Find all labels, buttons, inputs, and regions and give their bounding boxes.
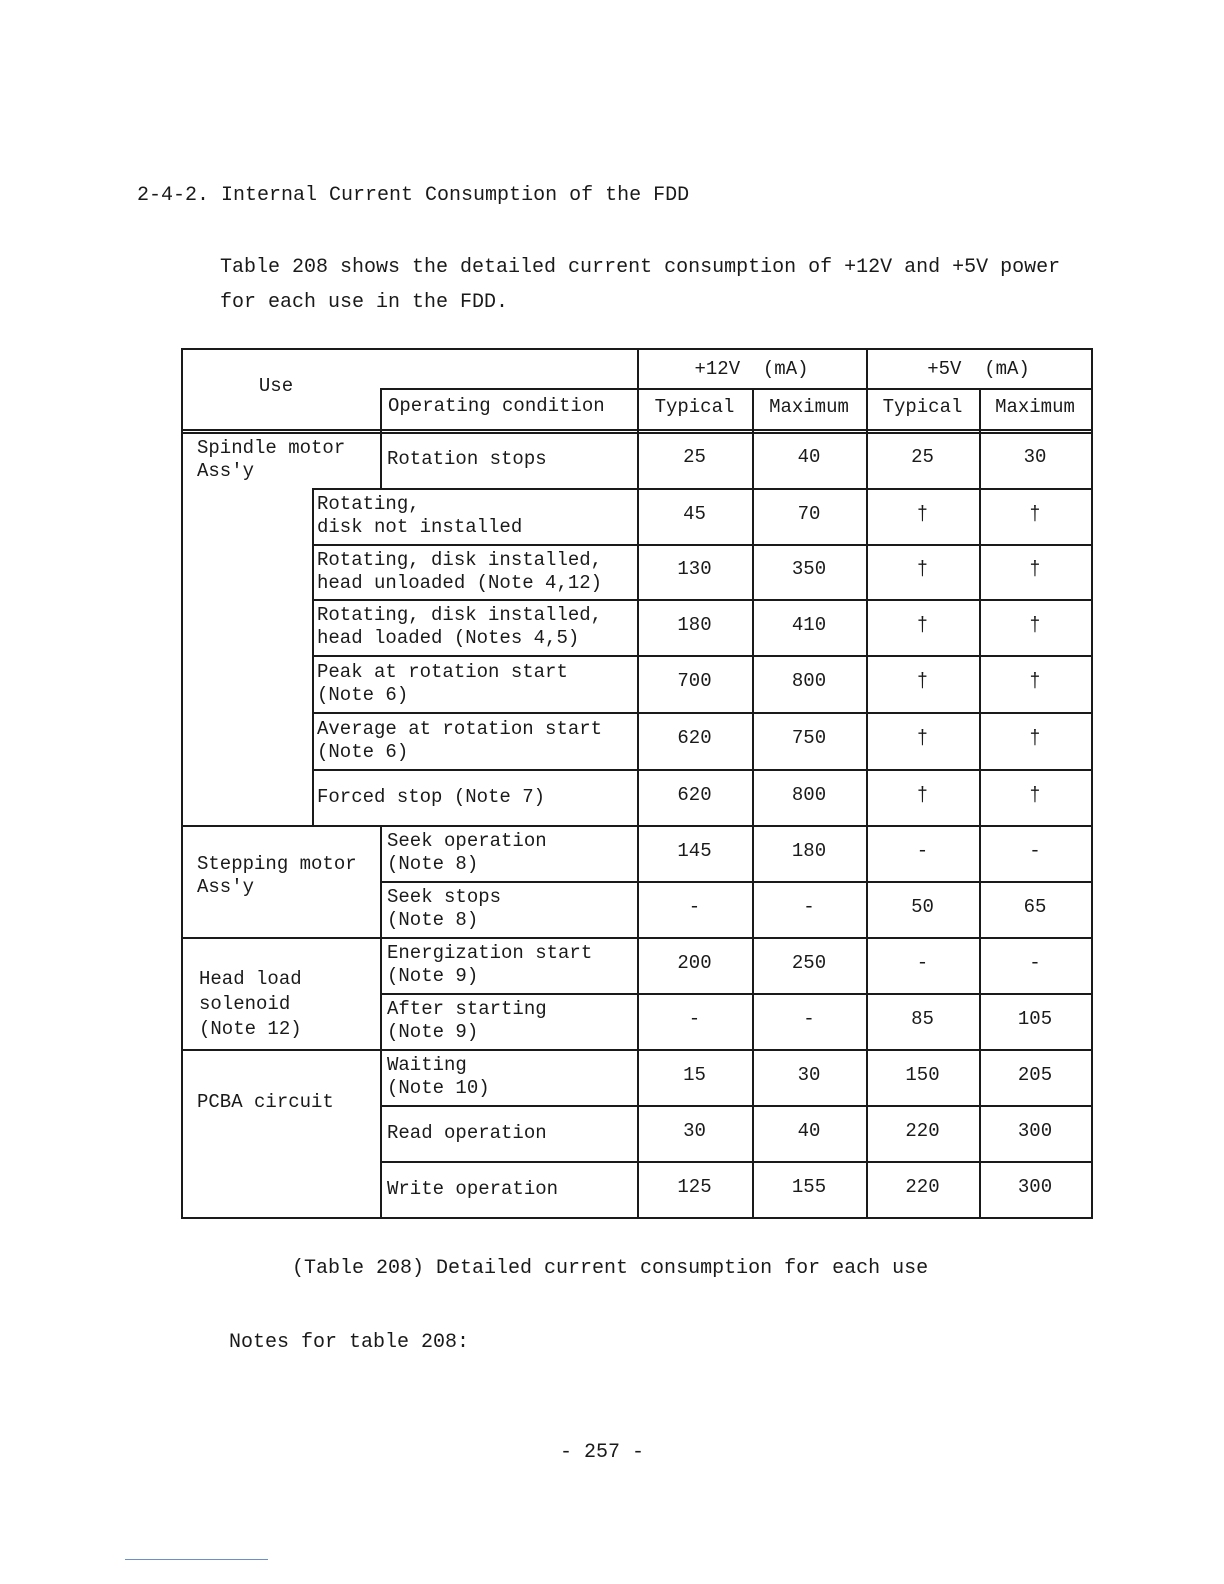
header-condition-left	[380, 388, 382, 430]
row-11-v12-typ: -	[688, 1007, 701, 1030]
footer-rule	[125, 1559, 268, 1560]
row-10-v5-typ: -	[916, 951, 929, 974]
row-rule-7	[181, 825, 1093, 827]
row-5-v12-typ: 700	[677, 670, 712, 692]
row-6-condition: Average at rotation start (Note 6)	[317, 717, 603, 763]
row-12-v5-max: 205	[1017, 1063, 1053, 1086]
intro-text-line-2: for each use in the FDD.	[220, 291, 509, 314]
header-12v-maximum: Maximum	[769, 396, 849, 418]
row-6-v5-max: †	[1029, 727, 1041, 749]
row-2-v12-typ: 45	[683, 502, 706, 525]
row-rule-11	[181, 1049, 1093, 1051]
row-8-v12-max: 180	[791, 839, 827, 862]
row-14-v5-typ: 220	[905, 1175, 940, 1198]
row-8-v12-typ: 145	[677, 839, 712, 862]
cond-left-spindle-first	[380, 430, 382, 488]
row-4-v12-max: 410	[791, 613, 827, 636]
row-4-v5-typ: †	[916, 613, 929, 636]
row-10-v5-max: -	[1029, 951, 1041, 974]
row-12-v12-typ: 15	[683, 1063, 706, 1086]
row-rule-9	[181, 937, 1093, 939]
row-1-v12-max: 40	[797, 445, 821, 468]
row-9-v12-max: -	[803, 895, 815, 918]
row-4-condition: Rotating, disk installed, head loaded (Notes 4,5)	[317, 604, 603, 649]
row-5-v5-max: †	[1029, 670, 1041, 692]
header-12v: +12V (mA)	[694, 358, 809, 380]
use-group-4: PCBA circuit	[197, 1091, 334, 1113]
page-number: - 257 -	[560, 1441, 645, 1464]
header-5v-typical: Typical	[882, 396, 963, 418]
notes-heading: Notes for table 208:	[229, 1331, 470, 1354]
row-13-v5-typ: 220	[905, 1119, 940, 1142]
row-9-condition: Seek stops (Note 8)	[387, 886, 502, 931]
row-2-v5-max: †	[1029, 502, 1041, 525]
row-rule-8	[380, 881, 1093, 883]
row-2-v5-typ: †	[916, 502, 929, 525]
row-rule-3	[312, 599, 1093, 601]
table-border-left	[181, 348, 183, 1219]
header-subdivider	[637, 388, 1091, 390]
row-13-v12-max: 40	[797, 1119, 821, 1142]
row-3-v12-typ: 130	[677, 558, 712, 580]
row-11-v5-max: 105	[1017, 1007, 1053, 1030]
row-2-v12-max: 70	[797, 502, 821, 525]
row-5-v5-typ: †	[916, 670, 929, 692]
row-8-condition: Seek operation (Note 8)	[387, 830, 547, 875]
row-1-v5-typ: 25	[911, 445, 934, 468]
header-12v-typical: Typical	[654, 396, 735, 418]
row-1-condition: Rotation stops	[387, 447, 547, 470]
row-8-v5-max: -	[1029, 839, 1041, 862]
row-3-v12-max: 350	[791, 558, 827, 580]
use-group-1: Spindle motor Ass'y	[197, 437, 346, 482]
row-1-v12-typ: 25	[683, 445, 706, 468]
row-10-v12-typ: 200	[677, 951, 712, 974]
row-rule-4	[312, 655, 1093, 657]
row-3-v5-max: †	[1029, 558, 1041, 580]
row-2-condition: Rotating, disk not installed	[317, 493, 523, 538]
row-14-v5-max: 300	[1017, 1175, 1053, 1198]
row-rule-13	[380, 1161, 1093, 1163]
table-caption: (Table 208) Detailed current consumption for each use	[292, 1257, 929, 1280]
row-rule-5	[312, 712, 1093, 714]
row-rule-2	[312, 544, 1093, 546]
row-rule-12	[380, 1105, 1093, 1107]
header-use: Use	[258, 375, 294, 397]
row-5-v12-max: 800	[791, 670, 827, 692]
row-11-v12-max: -	[803, 1007, 815, 1030]
section-title: 2-4-2. Internal Current Consumption of the FDD	[137, 184, 690, 207]
intro-text-line-1: Table 208 shows the detailed current consumption of +12V and +5V power	[220, 256, 1061, 279]
row-7-v5-max: †	[1029, 783, 1041, 806]
use-group-2: Stepping motor Ass'y	[197, 853, 357, 898]
header-operating-condition: Operating condition	[388, 395, 605, 417]
row-8-v5-typ: -	[916, 839, 929, 862]
header-5v: +5V (mA)	[927, 358, 1030, 380]
row-11-v5-typ: 85	[911, 1007, 934, 1030]
cond-left-lower	[380, 825, 382, 1219]
row-13-v12-typ: 30	[683, 1119, 706, 1142]
row-9-v12-typ: -	[688, 895, 701, 918]
row-6-v5-typ: †	[916, 727, 929, 749]
row-7-v12-max: 800	[791, 783, 827, 806]
row-3-condition: Rotating, disk installed, head unloaded (Note 4,12)	[317, 548, 603, 594]
row-14-v12-max: 155	[791, 1175, 827, 1198]
row-12-condition: Waiting (Note 10)	[387, 1054, 490, 1099]
row-14-condition: Write operation	[387, 1177, 559, 1200]
use-group-3: Head load solenoid (Note 12)	[199, 968, 302, 1040]
row-1-v5-max: 30	[1023, 445, 1047, 468]
table-border-right	[1091, 348, 1093, 1219]
row-4-v5-max: †	[1029, 613, 1041, 636]
row-7-v5-typ: †	[916, 783, 929, 806]
header-5v-maximum: Maximum	[995, 396, 1075, 418]
row-13-v5-max: 300	[1017, 1119, 1053, 1142]
header-condition-top	[380, 388, 637, 390]
row-6-v12-max: 750	[791, 727, 827, 749]
current-consumption-table	[181, 348, 1093, 1219]
row-12-v5-typ: 150	[905, 1063, 940, 1086]
row-5-condition: Peak at rotation start (Note 6)	[317, 660, 568, 706]
row-rule-1	[312, 488, 1093, 490]
row-4-v12-typ: 180	[677, 613, 712, 636]
row-10-v12-max: 250	[791, 951, 827, 974]
row-6-v12-typ: 620	[677, 727, 712, 749]
row-12-v12-max: 30	[797, 1063, 821, 1086]
row-9-v5-typ: 50	[911, 895, 934, 918]
row-11-condition: After starting (Note 9)	[387, 998, 547, 1043]
row-14-v12-typ: 125	[677, 1175, 712, 1198]
row-7-condition: Forced stop (Note 7)	[317, 785, 546, 808]
row-rule-10	[380, 993, 1093, 995]
row-13-condition: Read operation	[387, 1121, 547, 1144]
row-7-v12-typ: 620	[677, 783, 712, 806]
row-9-v5-max: 65	[1023, 895, 1047, 918]
row-rule-6	[312, 769, 1093, 771]
row-10-condition: Energization start (Note 9)	[387, 942, 593, 987]
row-3-v5-typ: †	[916, 558, 929, 580]
